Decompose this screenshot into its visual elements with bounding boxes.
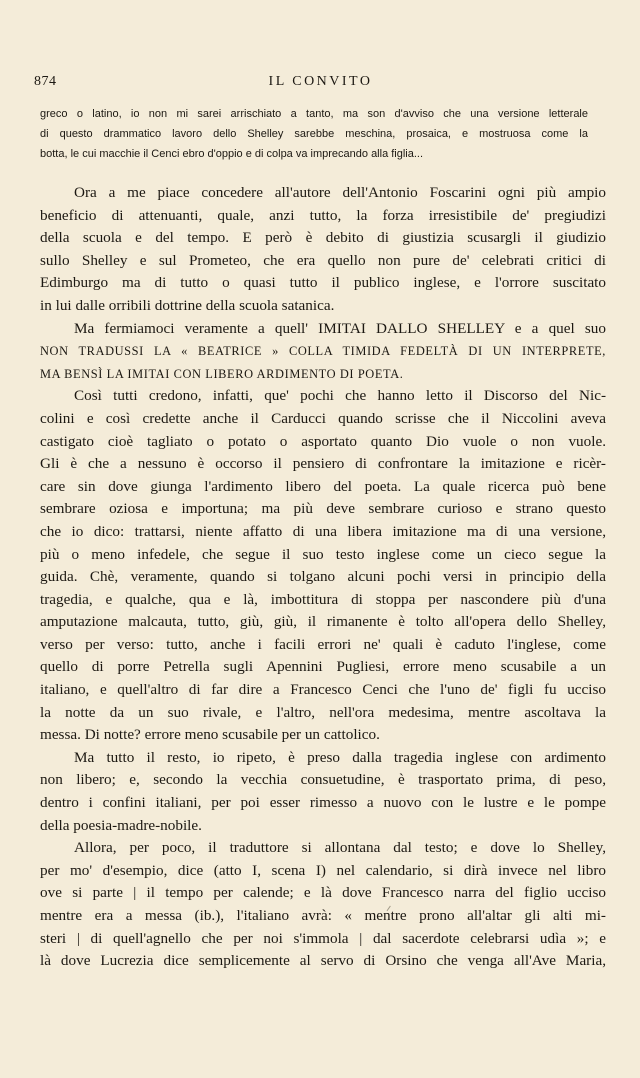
block-quote xyxy=(40,104,588,164)
body-line: Edimburgo ma di tutto o quasi tutto il publico inglese, e l'orrore suscitato xyxy=(40,274,606,292)
body-line: Così tutti credono, infatti, que' pochi che hanno letto il Discorso del Nic- xyxy=(74,387,606,405)
body-text xyxy=(40,182,606,973)
body-line: non libero; e, secondo la vecchia consuetudine, è trasportato prima, di peso, xyxy=(40,771,606,789)
body-line: sullo Shelley e sul Prometeo, che era quello non pure de' celebrati critici di xyxy=(40,251,606,269)
quote-line: greco o latino, io non mi sarei arrischiato a tanto, ma son d'avviso che una versione letterale xyxy=(40,108,588,120)
body-line: che io dico: trattarsi, niente affatto di una libera imitazione ma di una versione, xyxy=(40,522,606,540)
body-line: verso per verso: tutto, anche i facili errori ne' quali è caduto l'inglese, come xyxy=(40,635,606,653)
body-line: dentro i confini italiani, per poi esser rimesso a nuovo con le lustre e le pompe xyxy=(40,794,606,812)
body-line: mentre era a messa (ib.), l'italiano avrà: « mentre prono all'altar gli alti mi- xyxy=(40,907,606,924)
body-line: NON TRADUSSI LA « BEATRICE » COLLA TIMIDA FEDELTÀ DI UN INTERPRETE, xyxy=(40,344,606,359)
body-line: messa. Di notte? errore meno scusabile per un cattolico. xyxy=(40,726,380,744)
body-line: beneficio di attenuanti, quale, anzi tutto, la forza irresistibile de' pregiudizi xyxy=(40,206,606,224)
body-line: Ma tutto il resto, io ripeto, è preso dalla tragedia inglese con ardimento xyxy=(74,748,606,766)
body-line: amputazione malcauta, tutto, giù, giù, il rimanente è tolto all'opera dello Shelley, xyxy=(40,613,606,631)
body-line: Ma fermiamoci veramente a quell' IMITAI DALLO SHELLEY e a quel suo xyxy=(74,319,606,337)
body-line: Allora, per poco, il traduttore si allontana dal testo; e dove lo Shelley, xyxy=(74,839,606,857)
body-line: della poesia-madre-nobile. xyxy=(40,816,202,834)
body-line: tragedia, e qualche, qua e là, imbottitura di stoppa per nascondere più d'una xyxy=(40,590,606,608)
quote-line: di questo drammatico lavoro dello Shelley sarebbe meschina, prosaica, e mostruosa come la xyxy=(40,128,588,140)
body-line: MA BENSÌ LA IMITAI CON LIBERO ARDIMENTO DI POETA. xyxy=(40,366,404,381)
body-line: Ora a me piace concedere all'autore dell'Antonio Foscarini ogni più ampio xyxy=(74,184,606,201)
running-title: IL CONVITO xyxy=(268,74,373,89)
body-line: in lui dalle orribili dottrine della scuola satanica. xyxy=(40,296,335,314)
page-number: 874 xyxy=(34,74,57,89)
body-line: là dove Lucrezia dice semplicemente al servo di Orsino che venga all'Ave Maria, xyxy=(40,952,606,970)
body-line: italiano, e quell'altro di far dire a Francesco Cenci che l'uno de' figli fu ucciso xyxy=(40,681,606,699)
body-line: castigato cioè tagliato o potato o asportato quanto Dio vuole o non vuole. xyxy=(40,432,606,450)
body-line: la notte da un suo rivale, e l'altro, nell'ora medesima, mentre ascoltava la xyxy=(40,703,606,721)
body-line: sembrare oziosa e importuna; ma più deve sembrare curioso e strano questo xyxy=(40,500,606,518)
body-line: Gli è che a nessuno è occorso il pensiero di confrontare la imitazione e ricèr- xyxy=(40,455,606,473)
body-line: della scuola e del tempo. E però è debito di giustizia scusargli il giudizio xyxy=(40,229,606,247)
quote-line: botta, le cui macchie il Cenci ebro d'oppio e di colpa va imprecando alla figlia... xyxy=(40,148,424,160)
body-line: guida. Chè, veramente, quando si tolgano alcuni pochi versi in principio della xyxy=(40,568,606,586)
body-line: per mo' d'esempio, dice (atto I, scena I) nel calendario, si dirà invece nel libro xyxy=(40,861,606,879)
body-line: steri | di quell'agnello che per noi s'immola | dal sacerdote celebrarsi udìa »; e xyxy=(40,929,606,947)
body-line: ove si parte | il tempo per calende; e là dove Francesco narra del figlio ucciso xyxy=(40,884,606,902)
body-line: care sin dove giunga l'ardimento libero del poeta. La quale ricerca può bene xyxy=(40,477,606,495)
body-line: più o meno infedele, che segue il suo testo inglese come un cieco segue la xyxy=(40,545,606,563)
page-header xyxy=(34,74,607,94)
body-line: quello di porre Petrella sugli Apennini Pugliesi, errore meno scusabile a un xyxy=(40,658,606,676)
body-line: colini e così credette anche il Carducci quando scrisse che il Niccolini aveva xyxy=(40,409,606,427)
